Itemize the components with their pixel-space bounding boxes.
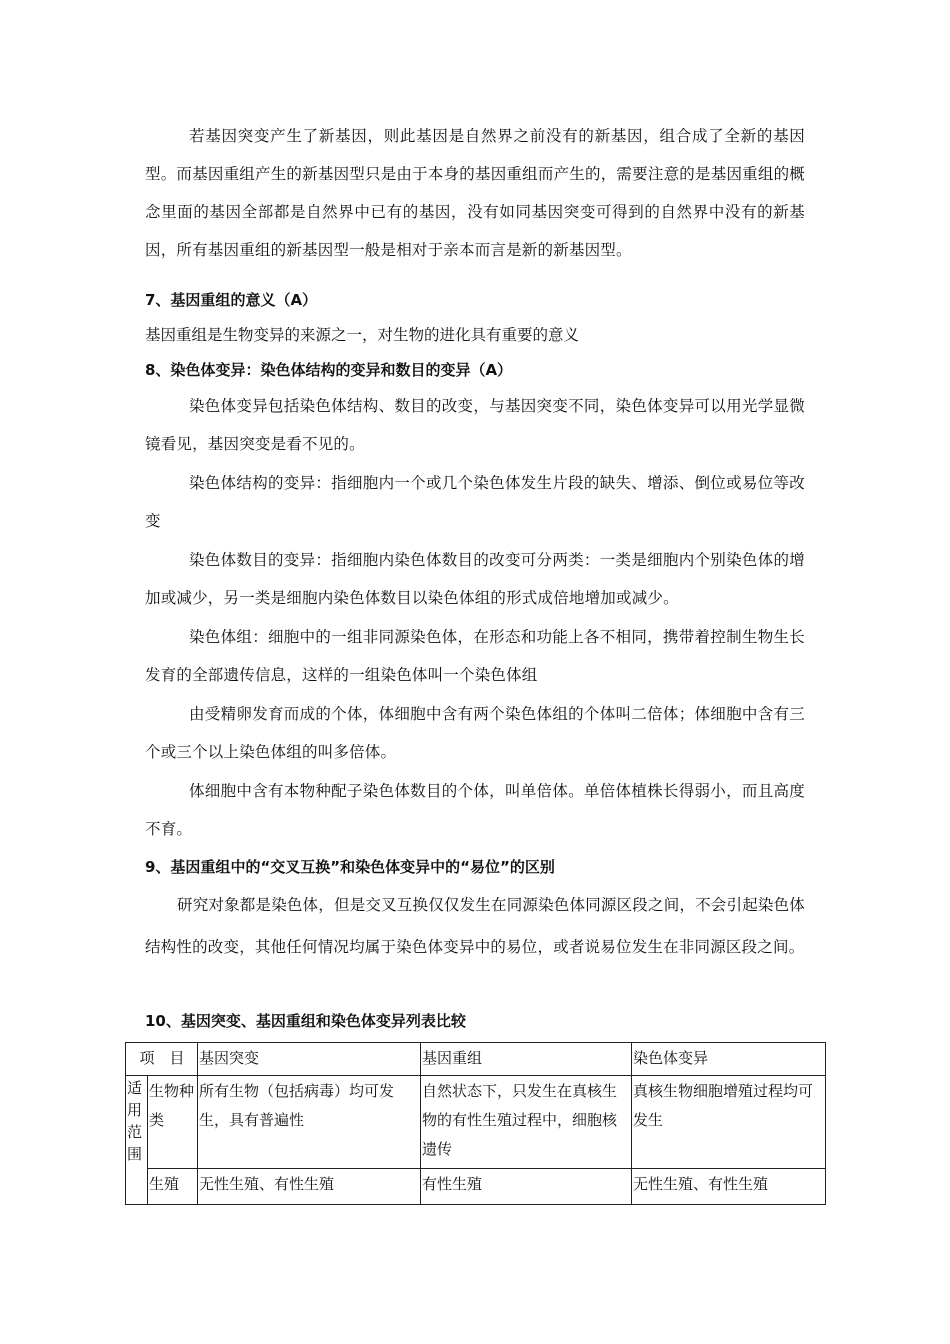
- paragraph-9: 研究对象都是染色体，但是交叉互换仅仅发生在同源染色体同源区段之间，不会引起染色体结构性的改变，其他任何情况均属于染色体变异中的易位，或者说易位发生在非同源区段之间。: [145, 896, 806, 956]
- header-gene-mutation: 基因突变: [198, 1043, 421, 1076]
- paragraph-8f: 体细胞中含有本物种配子染色体数目的个体，叫单倍体。单倍体植株长得弱小，而且高度不育。: [145, 782, 805, 838]
- table-row: [126, 1076, 826, 1169]
- heading-7: 7、基因重组的意义（A）: [145, 291, 318, 309]
- group-label-text: 适用范围: [127, 1079, 143, 1163]
- header-chromosome-variation: 染色体变异: [632, 1043, 826, 1076]
- paragraph-8c: 染色体数目的变异：指细胞内染色体数目的改变可分两类：一类是细胞内个别染色体的增加或减少，另一类是细胞内染色体数目以染色体组的形式成倍地增加或减少。: [145, 551, 805, 607]
- paragraph-8b: 染色体结构的变异：指细胞内一个或几个染色体发生片段的缺失、增添、倒位或易位等改变: [145, 474, 805, 530]
- table-cell: 无性生殖、有性生殖: [632, 1169, 826, 1205]
- paragraph-7: 基因重组是生物变异的来源之一，对生物的进化具有重要的意义: [145, 326, 580, 344]
- table-cell: 有性生殖: [421, 1169, 632, 1205]
- group-label-scope: [126, 1076, 148, 1205]
- heading-9: 9、基因重组中的“交叉互换”和染色体变异中的“易位”的区别: [145, 858, 555, 876]
- row-label: 生物种类: [148, 1076, 198, 1169]
- paragraph-gene-mutation-vs-recombination: 若基因突变产生了新基因，则此基因是自然界之前没有的新基因，组合成了全新的基因型。而基因重组产生的新基因型只是由于本身的基因重组而产生的，需要注意的是基因重组的概念里面的基因全部都是自然界中已有的基因，没有如同基因突变可得到的自然界中没有的新基因，所有基因重组的新基因型一般是相对于亲本而言是新的新基因型。: [145, 127, 805, 259]
- table-cell: 自然状态下，只发生在真核生物的有性生殖过程中，细胞核遗传: [421, 1076, 632, 1169]
- table-cell: 真核生物细胞增殖过程均可发生: [632, 1076, 826, 1169]
- header-item: 项 目: [126, 1043, 198, 1076]
- row-label: 生殖: [148, 1169, 198, 1205]
- paragraph-8d: 染色体组：细胞中的一组非同源染色体，在形态和功能上各不相同，携带着控制生物生长发育的全部遗传信息，这样的一组染色体叫一个染色体组: [145, 628, 805, 684]
- table-cell: 无性生殖、有性生殖: [198, 1169, 421, 1205]
- table-header-row: [126, 1043, 826, 1076]
- paragraph-8a: 染色体变异包括染色体结构、数目的改变，与基因突变不同，染色体变异可以用光学显微镜看见，基因突变是看不见的。: [145, 397, 805, 453]
- table-row: [126, 1169, 826, 1205]
- header-gene-recombination: 基因重组: [421, 1043, 632, 1076]
- table-cell: 所有生物（包括病毒）均可发生，具有普遍性: [198, 1076, 421, 1169]
- heading-10: 10、基因突变、基因重组和染色体变异列表比较: [145, 1012, 466, 1030]
- paragraph-8e: 由受精卵发育而成的个体，体细胞中含有两个染色体组的个体叫二倍体；体细胞中含有三个或三个以上染色体组的叫多倍体。: [145, 705, 805, 761]
- comparison-table: [125, 1042, 826, 1205]
- heading-8: 8、染色体变异：染色体结构的变异和数目的变异（A）: [145, 361, 513, 379]
